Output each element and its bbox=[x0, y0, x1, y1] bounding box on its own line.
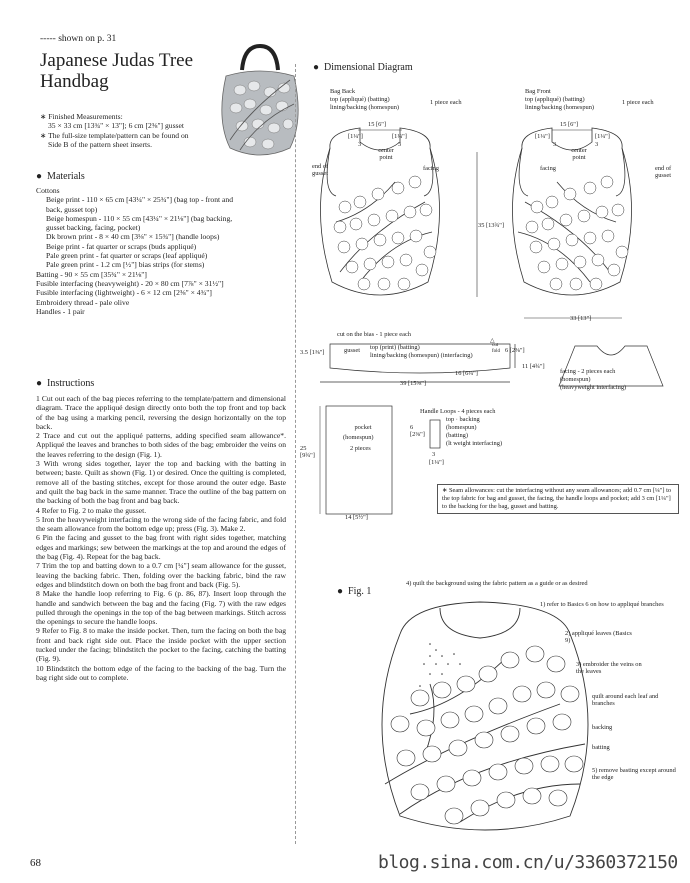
page-title bbox=[40, 50, 193, 92]
fig1-note-quilt-leaf: quilt around each leaf and branches bbox=[592, 693, 659, 708]
materials-list bbox=[36, 186, 286, 316]
title-line-2: Handbag bbox=[40, 71, 109, 92]
material-item: Pale green print - fat quarter or scraps (leaf appliqué) bbox=[46, 251, 208, 261]
center-point-back: center point bbox=[378, 147, 394, 162]
instruction-step: 3 With wrong sides together, layer the top and backing with the batting in between; baste. Quilt as shown (Fig. 1) or desired. Once the quilting is completed, remove all of the basting stitches, except for those around the outer edge. Baste and quilt the bag back in the same manner. Trace the outline of the bag pattern on the backing of both the bag front and bag back. bbox=[36, 459, 286, 506]
fig1-heading: ● Fig. 1 bbox=[337, 586, 372, 597]
loop-shape bbox=[428, 418, 442, 450]
cut-fold: cut fold bbox=[492, 343, 501, 354]
loops-interfacing: (lt weight interfacing) bbox=[446, 440, 503, 447]
material-item: Dk brown print - 8 × 40 cm [3⅛" × 15¾"] (handle loops) bbox=[46, 232, 220, 242]
end-of-gusset-back: end of gusset bbox=[312, 163, 329, 178]
template-note-2: Side B of the pattern sheet inserts. bbox=[48, 139, 152, 149]
material-item: Fusible interfacing (lightweight) - 6 × 12 cm [2⅜" × 4¾"] bbox=[36, 288, 212, 298]
template-note-1: ∗ The full-size template/pattern can be found on bbox=[40, 130, 189, 140]
dimensional-diagram-heading: ● Dimensional Diagram bbox=[313, 62, 413, 73]
fig1-note-1: 1) refer to Basics 6 on how to appliqué branches bbox=[540, 601, 664, 608]
bag-front-line2: lining/backing (homespun) bbox=[525, 104, 595, 111]
instruction-step: 4 Refer to Fig. 2 to make the gusset. bbox=[36, 505, 147, 515]
instruction-step: 5 Iron the heavyweight interfacing to the wrong side of the facing fabric, and fold the seam allowance from the bottom edge up; press (Fig. 3). Make 2. bbox=[36, 514, 286, 534]
loops-three-imp: [1¼"] bbox=[429, 459, 444, 466]
pocket-title: pocket bbox=[354, 424, 372, 431]
material-item: gusset backing, facing, pocket) bbox=[46, 223, 141, 233]
material-item: Pale green print - 1.2 cm [½"] bias strips (for stems) bbox=[46, 260, 205, 270]
bag-front-line1: top (appliqué) (batting) bbox=[525, 96, 585, 103]
fig1-note-5: 5) remove basting except around the edge bbox=[592, 767, 676, 782]
instructions-heading: ● Instructions bbox=[36, 378, 95, 389]
gusset-sixteen: 16 [6¼"] bbox=[455, 370, 478, 377]
loops-top: top · backing bbox=[446, 416, 480, 423]
quarter-left-front: [1¼"] bbox=[535, 133, 550, 140]
material-item: Cottons bbox=[36, 186, 60, 195]
facing-pieces: facing - 2 pieces each bbox=[560, 368, 616, 375]
material-item: Batting - 90 × 55 cm [35¾" × 21⅛"] bbox=[36, 269, 147, 279]
fig1-note-3: 3) embroider the veins on the leaves bbox=[576, 661, 642, 676]
materials-section bbox=[36, 171, 286, 316]
instructions-list bbox=[36, 394, 286, 682]
material-item: Embroidery thread - pale olive bbox=[36, 297, 130, 307]
finished-label: ∗ Finished Measurements: bbox=[40, 112, 123, 121]
seam-allowance-note: ∗ Seam allowances: cut the interfacing without any seam allowances; add 0.7 cm [¼"] to the top fabric for bag and gusset, the facing, the handle loops and pocket; add 3 cm [1¼"] to the backing for the bag, gusset and batting. bbox=[437, 484, 679, 514]
pocket-width: 14 [5½"] bbox=[345, 514, 368, 521]
column-divider bbox=[295, 64, 296, 844]
facing-homespun: (homespun) bbox=[560, 376, 591, 383]
gusset-top: top (print) (batting) bbox=[370, 344, 420, 351]
bag-back-line2: lining/backing (homespun) bbox=[330, 104, 400, 111]
fig1-note-batting: batting bbox=[592, 744, 610, 751]
material-item: Handles - 1 pair bbox=[36, 306, 85, 316]
gusset-eleven: 11 [4¾"] bbox=[522, 363, 545, 370]
gusset-six: 6 [2⅜"] bbox=[505, 347, 525, 354]
finished-value: 35 × 33 cm [13¾" × 13"]; 6 cm [2⅜"] gusset bbox=[48, 121, 184, 131]
instruction-step: 9 Refer to Fig. 8 to make the inside pocket. Then, turn the facing on both the bag front and back right side out. Place the inside pocket with the upper section tucked under the facing; blindstitch the pocket to the facing, catching the batting (Fig. 9). bbox=[36, 626, 286, 664]
width-top-front: 15 [6"] bbox=[560, 121, 579, 128]
width-bottom-label: 33 [13"] bbox=[570, 315, 592, 322]
quarter-left-back: [1¼"] bbox=[348, 133, 363, 140]
gusset-height: 3.5 [1⅜"] bbox=[300, 349, 325, 356]
instructions-section bbox=[36, 378, 286, 682]
pocket-count: 2 pieces bbox=[350, 445, 371, 452]
loops-three: 3 bbox=[432, 451, 436, 458]
material-item: Beige print - 110 × 65 cm [43¼" × 25¾"] (bag top - front and bbox=[46, 195, 233, 205]
quarter-right-back: [1¼"] bbox=[392, 133, 407, 140]
facing-front: facing bbox=[540, 165, 556, 172]
measurements bbox=[40, 112, 240, 149]
fig1-note-quilt: 4) quilt the background using the fabric pattern as a guide or as desired bbox=[406, 580, 588, 587]
instruction-step: 1 Cut out each of the bag pieces referring to the template/pattern and dimensional diagram. Trace the appliqué design directly onto both the top front and top back of the bag using a marking pencil, reversing the design horizontally on the top back. bbox=[36, 394, 286, 431]
handle-shape bbox=[242, 46, 278, 70]
gusset-cut-label: cut on the bias - 1 piece each bbox=[337, 331, 411, 338]
loops-title: Handle Loops - 4 pieces each bbox=[420, 408, 496, 415]
bag-back-line1: top (appliqué) (batting) bbox=[330, 96, 390, 103]
facing-interfacing: (heavyweight interfacing) bbox=[560, 384, 627, 391]
gusset-lining: lining/backing (homespun) (interfacing) bbox=[370, 352, 473, 359]
bullet-icon: ● bbox=[337, 586, 344, 597]
instruction-step: 7 Trim the top and batting down to a 0.7 cm [¼"] seam allowance for the gusset, leaving the backing fabric. Then, folding over the backing fabric, bind the raw edges and blindstitch down on both the bag front and back (Fig. 5). bbox=[36, 561, 286, 589]
material-item: Beige homespun - 110 × 55 cm [43¼" × 21⅛"] (bag backing, bbox=[46, 213, 233, 223]
page-number: 68 bbox=[30, 857, 41, 869]
title-line-1: Japanese Judas Tree bbox=[40, 50, 194, 71]
height-label: 35 [13¾"] bbox=[478, 222, 505, 229]
material-item: Beige print - fat quarter or scraps (buds appliqué) bbox=[46, 241, 197, 251]
gusset-length: 39 [15⅜"] bbox=[400, 380, 427, 387]
loops-six: 6 [2⅜"] bbox=[410, 424, 425, 439]
three-right-back: 3 bbox=[398, 141, 402, 148]
shown-on-ref: ----- shown on p. 31 bbox=[40, 34, 117, 44]
bullet-icon: ● bbox=[313, 62, 320, 73]
three-right-front: 3 bbox=[595, 141, 599, 148]
pocket-height: 25 [9¾"] bbox=[300, 445, 315, 460]
loops-batting: (batting) bbox=[446, 432, 469, 439]
materials-heading: ● Materials bbox=[36, 171, 85, 182]
bag-front-title: Bag Front bbox=[525, 88, 551, 95]
instruction-step: 2 Trace and cut out the appliqué patterns, adding specified seam allowance*. Appliqué the leaves and branches to both sides of the bag; embroider the veins on the leaves referring to the design (Fig. 1). bbox=[36, 431, 286, 459]
instruction-step: 10 Blindstitch the bottom edge of the facing to the backing of the bag. Turn the bag right side out to complete. bbox=[36, 663, 286, 682]
bag-back-count: 1 piece each bbox=[430, 99, 462, 106]
material-item: Fusible interfacing (heavyweight) - 20 × 80 cm [7⅞" × 31½"] bbox=[36, 278, 224, 288]
three-left-back: 3 bbox=[358, 141, 362, 148]
end-of-gusset-front: end of gusset bbox=[655, 165, 672, 180]
width-top-back: 15 [6"] bbox=[368, 121, 387, 128]
pocket-shape bbox=[318, 402, 398, 520]
material-item: back, gusset top) bbox=[46, 204, 98, 214]
instruction-step: 6 Pin the facing and gusset to the bag front with right sides together, matching edges and markings; sew between the markings at the top and around the edges of the bag (Fig. 4). Repeat for the bag back. bbox=[36, 533, 286, 562]
quarter-right-front: [1¼"] bbox=[595, 133, 610, 140]
facing-back: facing bbox=[423, 165, 439, 172]
bag-back-title: Bag Back bbox=[330, 88, 356, 95]
svg-text:△: △ bbox=[490, 338, 495, 344]
fig1-note-2: 2) appliqué leaves (Basics 9) bbox=[565, 630, 632, 645]
loops-homespun: (homespun) bbox=[446, 424, 477, 431]
watermark: blog.sina.com.cn/u/3360372150 bbox=[378, 852, 678, 873]
fig1-note-backing: backing bbox=[592, 724, 613, 731]
three-left-front: 3 bbox=[553, 141, 557, 148]
center-point-front: center point bbox=[571, 147, 587, 162]
bullet-icon: ● bbox=[36, 171, 43, 182]
bullet-icon: ● bbox=[36, 378, 43, 389]
gusset-label: gusset bbox=[344, 347, 360, 354]
instruction-step: 8 Make the handle loop referring to Fig. 6 (p. 86, 87). Insert loop through the handle and sandwich between the bag and the facing (Fig. 7) with the raw edges pulled through the openings in the top of the bag between markings. Stitch across the openings to secure the handle loops. bbox=[36, 589, 286, 627]
bag-front-count: 1 piece each bbox=[622, 99, 654, 106]
pocket-fabric: (homespun) bbox=[343, 434, 374, 441]
